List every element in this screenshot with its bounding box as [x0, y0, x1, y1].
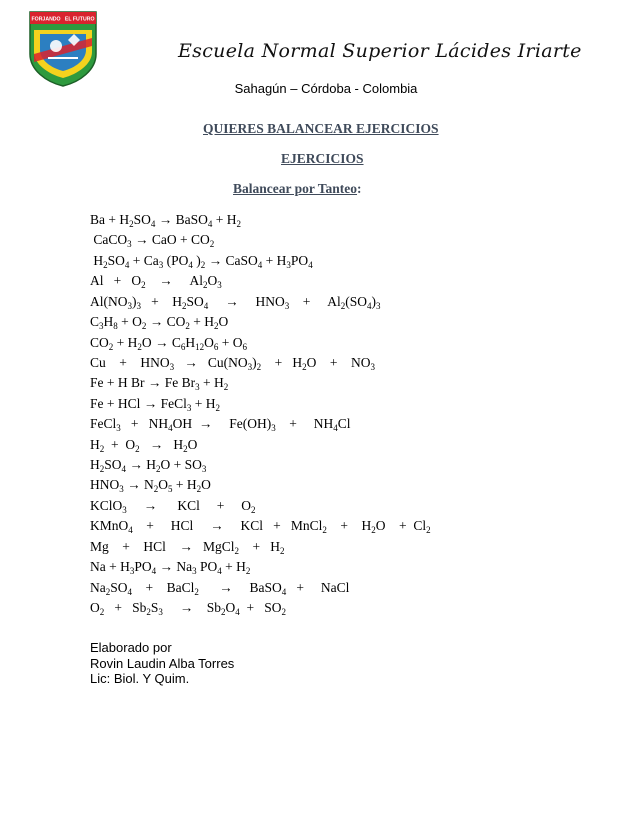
- equation-8: Cu + $HNO_3 \to Cu(NO_3)_2$ + $H_2O$ + $NO_3$: [90, 355, 375, 372]
- equation-2: CaCO$_3$ → CaO + $CO_2$: [90, 232, 215, 249]
- section-heading-colon: :: [357, 181, 362, 196]
- equation-10: Fe + HCl → FeCl$_3$ + $H_2$: [90, 396, 220, 413]
- location-text: Sahagún – Córdoba - Colombia: [234, 81, 418, 96]
- equation-7: $CO_2 + H_2O \to C_6H_{12}O_6 + O_6$: [90, 335, 248, 352]
- school-name: Escuela Normal Superior Lácides Iriarte: [178, 40, 582, 62]
- equation-15: KClO$_3$ → KCl + $O_2$: [90, 498, 256, 515]
- equation-4: $Al + O_2$ → $Al_2O_3$: [90, 273, 222, 290]
- equation-11: FeCl$_3$ + $NH_4OH$ → $Fe(OH)_3$ + $NH_4Cl$: [90, 416, 351, 433]
- author-block: [90, 640, 234, 687]
- equation-9: Fe + H Br → Fe $Br_3 + H_2$: [90, 375, 229, 392]
- equation-17: Mg + HCl → MgCl$_2$ + $H_2$: [90, 539, 285, 556]
- section-heading: [233, 181, 362, 197]
- svg-text:FORJANDO EL FUTURO: FORJANDO EL FUTURO: [31, 16, 95, 23]
- author-credentials: Lic: Biol. Y Quim.: [90, 671, 190, 686]
- equation-14: $HNO_3 \to N_2O_5 + H_2O$: [90, 477, 211, 494]
- equation-5: $Al(NO_3)_3$ + $H_2SO_4$ → $HNO_3$ + $Al_2(SO_4)_3$: [90, 294, 381, 311]
- author-name: Rovin Laudin Alba Torres: [90, 655, 235, 671]
- school-crest-logo: [26, 8, 100, 88]
- school-location: [0, 81, 638, 96]
- equation-18: $Na + H_3PO_4 \to Na_3$ $PO_4 + H_2$: [90, 559, 251, 576]
- equation-19: $Na_2SO_4$ + BaCl$_2$ → BaSO$_4$ + NaCl: [90, 580, 350, 597]
- equation-3: $H_2SO_4 + Ca_3$ ($PO_4$ )$_2$ → CaSO$_4$ + $H_3PO_4$: [90, 253, 313, 270]
- exercises-heading: EJERCICIOS: [281, 151, 364, 166]
- section-heading-text: Balancear por Tanteo: [233, 181, 358, 196]
- document-title: QUIERES BALANCEAR EJERCICIOS: [203, 121, 439, 136]
- author-prefix: Elaborado por: [90, 640, 172, 655]
- equation-16: KMnO$_4$ + HCl → KCl + MnCl$_2$ + $H_2O$ + $Cl_2$: [90, 518, 431, 535]
- equation-20: $O_2 + Sb_2S_3$ → $Sb_2O_4 + SO_2$: [90, 600, 287, 617]
- equation-12: $H_2 + O_2 \to H_2O$: [90, 437, 198, 454]
- equation-6: $C_3H_8 + O_2 \to CO_2 + H_2O$: [90, 314, 229, 331]
- equation-13: $H_2SO_4 \to H_2O + SO_3$: [90, 457, 207, 474]
- equation-1: $Ba + H_2SO_4$ → BaSO$_4$ + $H_2$: [90, 212, 242, 229]
